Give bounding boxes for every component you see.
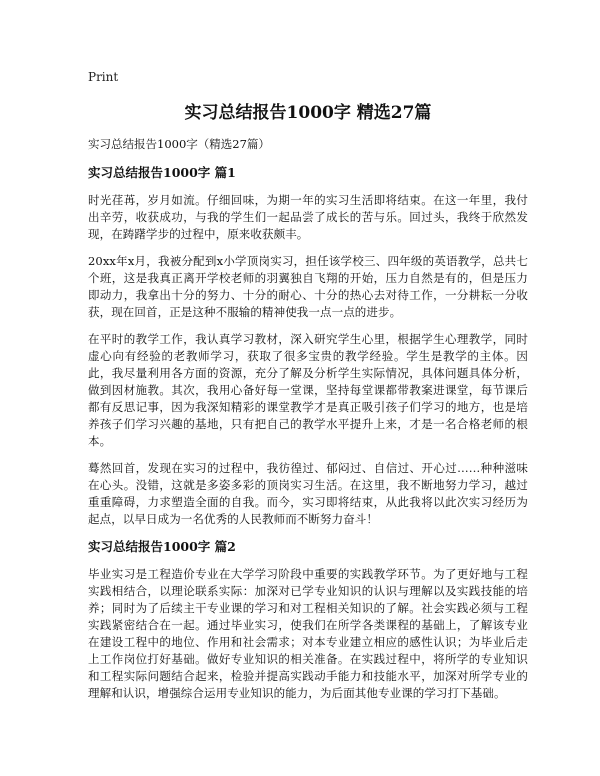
paragraph: 在平时的教学工作，我认真学习教材，深入研究学生心里，根据学生心理教学，同时虚心向有经验的老教师学习，获取了很多宝贵的教学经验。学生是教学的主体。因此，我尽量利用各方面的资源，充分了解及分析学生实际情况，具体问题具体分析，做到因材施教。其次，我用心备好每一堂课，坚持每堂课都带教案进课堂，每节课后都有反思记事，因为我深知精彩的课堂教学才是真正吸引孩子们学习的地方，也是培养孩子们学习兴趣的基地，只有把自己的教学水平提升上来，才是一名合格老师的根本。 xyxy=(88,332,528,448)
document-page xyxy=(88,70,528,712)
paragraph: 毕业实习是工程造价专业在大学学习阶段中重要的实践教学环节。为了更好地与工程实践相结合，以理论联系实际：加深对已学专业知识的认识与理解以及实践技能的培养；同时为了后续主干专业课的学习和对工程相关知识的了解。社会实践必须与工程实践紧密结合在一起。通过毕业实习，使我们在所学各类课程的基础上，了解该专业在建设工程中的地位、作用和社会需求；对本专业建立相应的感性认识；为毕业后走上工作岗位打好基础。做好专业知识的相关准备。在实践过程中，将所学的专业知识和工程实际问题结合起来，检验并提高实践动手能力和技能水平，加深对所学专业的理解和认识，增强综合运用专业知识的能力，为后面其他专业课的学习打下基础。 xyxy=(88,567,528,700)
paragraph: 20xx年x月，我被分配到x小学顶岗实习，担任该学校三、四年级的英语教学，总共七个班，这是我真正离开学校老师的羽翼独自飞翔的开始，压力自然是有的，但是压力即动力，我拿出十分的努力、十分的耐心、十分的热心去对待工作，一分耕耘一分收获，现在回首，正是这种不服输的精神使我一点一点的进步。 xyxy=(88,254,528,319)
section-2 xyxy=(88,538,528,702)
print-link[interactable]: Print xyxy=(88,70,119,84)
section-heading: 实习总结报告1000字 篇1 xyxy=(88,165,236,180)
document-subtitle: 实习总结报告1000字（精选27篇） xyxy=(88,137,270,151)
section-1 xyxy=(88,164,528,528)
document-title: 实习总结报告1000字 精选27篇 xyxy=(184,103,432,123)
paragraph: 蓦然回首，发现在实习的过程中，我彷徨过、郁闷过、自信过、开心过……种种滋味在心头。没错，这就是多姿多彩的顶岗实习生活。在这里，我不断地努力学习，越过重重障碍，力求塑造全面的自我。而今，实习即将结束，从此我将以此次实习经历为起点，以早日成为一名优秀的人民教师而不断努力奋斗！ xyxy=(88,461,528,526)
paragraph: 时光荏苒，岁月如流。仔细回味，为期一年的实习生活即将结束。在这一年里，我付出辛劳，收获成功，与我的学生们一起品尝了成长的苦与乐。回过头，我终于欣然发现，在踌躇学步的过程中，原来收获颇丰。 xyxy=(88,193,528,241)
section-heading: 实习总结报告1000字 篇2 xyxy=(88,539,236,554)
